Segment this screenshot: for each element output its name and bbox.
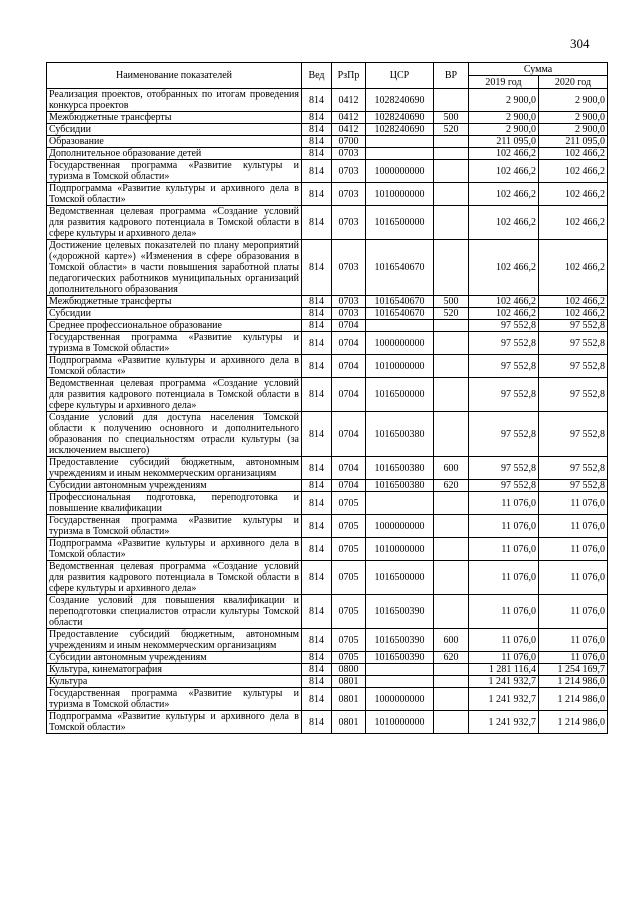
row-rzpr: 0703: [332, 160, 366, 183]
row-rzpr: 0705: [332, 515, 366, 538]
row-vr: [434, 136, 469, 148]
table-row: [47, 412, 608, 457]
row-vr: 520: [434, 124, 469, 136]
row-csr: 1010000000: [366, 538, 434, 561]
row-vr: [434, 183, 469, 206]
row-ved: 814: [302, 296, 332, 308]
row-sum-2020: 97 552,8: [539, 355, 608, 378]
row-csr: 1016540670: [366, 296, 434, 308]
row-csr: [366, 136, 434, 148]
row-name: Ведомственная целевая программа «Создание условий для развития кадрового потенциала в Томской области в сфере культуры и архивного дела»: [47, 378, 302, 412]
table-row: [47, 595, 608, 629]
row-sum-2020: 11 076,0: [539, 561, 608, 595]
row-sum-2019: 1 241 932,7: [469, 688, 539, 711]
table-row: [47, 355, 608, 378]
row-sum-2020: 2 900,0: [539, 124, 608, 136]
table-row: [47, 711, 608, 734]
row-vr: [434, 148, 469, 160]
row-sum-2019: 97 552,8: [469, 332, 539, 355]
row-name: Дополнительное образование детей: [47, 148, 302, 160]
row-ved: 814: [302, 652, 332, 664]
row-rzpr: 0704: [332, 412, 366, 457]
row-csr: [366, 676, 434, 688]
row-rzpr: 0703: [332, 308, 366, 320]
table-row: [47, 112, 608, 124]
row-name: Создание условий для повышения квалификации и переподготовки специалистов отрасли культуры Томской области: [47, 595, 302, 629]
row-rzpr: 0703: [332, 206, 366, 240]
row-ved: 814: [302, 240, 332, 296]
row-sum-2020: 1 214 986,0: [539, 688, 608, 711]
row-vr: [434, 206, 469, 240]
row-csr: 1016500390: [366, 652, 434, 664]
row-vr: [434, 664, 469, 676]
row-vr: [434, 711, 469, 734]
table-row: [47, 206, 608, 240]
row-ved: 814: [302, 457, 332, 480]
row-csr: 1028240690: [366, 124, 434, 136]
header-rzpr: РзПр: [332, 63, 366, 89]
row-name: Государственная программа «Развитие культуры и туризма в Томской области»: [47, 332, 302, 355]
row-rzpr: 0801: [332, 688, 366, 711]
row-rzpr: 0705: [332, 561, 366, 595]
row-rzpr: 0703: [332, 148, 366, 160]
table-row: [47, 492, 608, 515]
row-name: Подпрограмма «Развитие культуры и архивного дела в Томской области»: [47, 355, 302, 378]
row-vr: 620: [434, 480, 469, 492]
row-sum-2020: 97 552,8: [539, 480, 608, 492]
row-sum-2019: 102 466,2: [469, 296, 539, 308]
row-vr: [434, 492, 469, 515]
row-sum-2019: 211 095,0: [469, 136, 539, 148]
row-vr: [434, 515, 469, 538]
row-rzpr: 0705: [332, 595, 366, 629]
row-csr: [366, 492, 434, 515]
table-row: [47, 136, 608, 148]
row-sum-2019: 2 900,0: [469, 89, 539, 112]
row-csr: 1000000000: [366, 515, 434, 538]
table-row: [47, 160, 608, 183]
row-sum-2020: 102 466,2: [539, 240, 608, 296]
row-rzpr: 0801: [332, 676, 366, 688]
row-vr: [434, 332, 469, 355]
row-sum-2019: 97 552,8: [469, 378, 539, 412]
row-name: Профессиональная подготовка, переподготовка и повышение квалификации: [47, 492, 302, 515]
row-sum-2020: 211 095,0: [539, 136, 608, 148]
row-csr: 1000000000: [366, 332, 434, 355]
row-csr: 1016540670: [366, 308, 434, 320]
row-sum-2019: 102 466,2: [469, 240, 539, 296]
row-ved: 814: [302, 160, 332, 183]
row-vr: [434, 676, 469, 688]
row-sum-2020: 102 466,2: [539, 183, 608, 206]
row-csr: 1028240690: [366, 112, 434, 124]
row-name: Субсидии автономным учреждениям: [47, 652, 302, 664]
row-ved: 814: [302, 711, 332, 734]
row-csr: 1016500390: [366, 629, 434, 652]
row-ved: 814: [302, 332, 332, 355]
row-ved: 814: [302, 561, 332, 595]
table-row: [47, 688, 608, 711]
row-ved: 814: [302, 492, 332, 515]
table-row: [47, 240, 608, 296]
header-sum: Сумма: [469, 63, 608, 76]
row-ved: 814: [302, 595, 332, 629]
row-name: Реализация проектов, отобранных по итогам проведения конкурса проектов: [47, 89, 302, 112]
row-csr: 1016500380: [366, 412, 434, 457]
row-name: Межбюджетные трансферты: [47, 296, 302, 308]
row-csr: 1028240690: [366, 89, 434, 112]
row-sum-2020: 102 466,2: [539, 308, 608, 320]
row-vr: 500: [434, 112, 469, 124]
row-ved: 814: [302, 688, 332, 711]
row-vr: [434, 378, 469, 412]
row-sum-2019: 1 281 116,4: [469, 664, 539, 676]
row-name: Образование: [47, 136, 302, 148]
row-name: Подпрограмма «Развитие культуры и архивного дела в Томской области»: [47, 711, 302, 734]
table-row: [47, 296, 608, 308]
row-name: Предоставление субсидий бюджетным, автономным учреждениям и иным некоммерческим организациям: [47, 629, 302, 652]
row-vr: [434, 561, 469, 595]
row-sum-2020: 102 466,2: [539, 160, 608, 183]
row-sum-2020: 102 466,2: [539, 206, 608, 240]
row-name: Ведомственная целевая программа «Создание условий для развития кадрового потенциала в Томской области в сфере культуры и архивного дела»: [47, 561, 302, 595]
row-csr: [366, 320, 434, 332]
row-ved: 814: [302, 89, 332, 112]
row-sum-2019: 97 552,8: [469, 457, 539, 480]
row-name: Субсидии автономным учреждениям: [47, 480, 302, 492]
row-sum-2019: 102 466,2: [469, 148, 539, 160]
row-sum-2019: 2 900,0: [469, 112, 539, 124]
row-rzpr: 0801: [332, 711, 366, 734]
header-name: Наименование показателей: [47, 63, 302, 89]
row-sum-2019: 102 466,2: [469, 183, 539, 206]
row-rzpr: 0800: [332, 664, 366, 676]
table-row: [47, 561, 608, 595]
row-ved: 814: [302, 629, 332, 652]
table-row: [47, 629, 608, 652]
header-2020: 2020 год: [539, 76, 608, 89]
header-ved: Вед: [302, 63, 332, 89]
row-rzpr: 0705: [332, 538, 366, 561]
table-row: [47, 480, 608, 492]
row-csr: 1016500000: [366, 206, 434, 240]
row-vr: 600: [434, 457, 469, 480]
row-ved: 814: [302, 412, 332, 457]
row-sum-2019: 1 241 932,7: [469, 676, 539, 688]
row-sum-2020: 11 076,0: [539, 595, 608, 629]
row-name: Подпрограмма «Развитие культуры и архивного дела в Томской области»: [47, 538, 302, 561]
row-rzpr: 0704: [332, 332, 366, 355]
row-sum-2020: 1 214 986,0: [539, 676, 608, 688]
header-vr: ВР: [434, 63, 469, 89]
header-csr: ЦСР: [366, 63, 434, 89]
row-rzpr: 0704: [332, 378, 366, 412]
row-rzpr: 0704: [332, 320, 366, 332]
row-name: Предоставление субсидий бюджетным, автономным учреждениям и иным некоммерческим организациям: [47, 457, 302, 480]
row-rzpr: 0412: [332, 112, 366, 124]
row-sum-2020: 102 466,2: [539, 296, 608, 308]
row-vr: [434, 160, 469, 183]
row-name: Достижение целевых показателей по плану мероприятий («дорожной карте») «Изменения в сфере образования в Томской области» в части повышения заработной платы педагогических работников муниципальных организаций дополнительного образования: [47, 240, 302, 296]
row-ved: 814: [302, 112, 332, 124]
row-rzpr: 0700: [332, 136, 366, 148]
row-csr: 1010000000: [366, 183, 434, 206]
table-body: [47, 89, 608, 734]
row-ved: 814: [302, 664, 332, 676]
row-rzpr: 0705: [332, 652, 366, 664]
table-row: [47, 652, 608, 664]
row-sum-2019: 11 076,0: [469, 538, 539, 561]
row-csr: 1016500390: [366, 595, 434, 629]
row-name: Субсидии: [47, 308, 302, 320]
row-rzpr: 0704: [332, 457, 366, 480]
table-row: [47, 320, 608, 332]
row-csr: [366, 148, 434, 160]
row-sum-2020: 97 552,8: [539, 412, 608, 457]
row-csr: 1010000000: [366, 711, 434, 734]
row-csr: 1000000000: [366, 160, 434, 183]
row-name: Межбюджетные трансферты: [47, 112, 302, 124]
row-ved: 814: [302, 136, 332, 148]
row-ved: 814: [302, 320, 332, 332]
row-name: Культура, кинематография: [47, 664, 302, 676]
row-csr: 1010000000: [366, 355, 434, 378]
row-rzpr: 0703: [332, 183, 366, 206]
row-csr: 1016500000: [366, 561, 434, 595]
row-sum-2020: 97 552,8: [539, 378, 608, 412]
row-vr: 600: [434, 629, 469, 652]
table-row: [47, 308, 608, 320]
header-2019: 2019 год: [469, 76, 539, 89]
row-csr: [366, 664, 434, 676]
row-ved: 814: [302, 538, 332, 561]
row-sum-2020: 2 900,0: [539, 89, 608, 112]
row-sum-2020: 102 466,2: [539, 148, 608, 160]
row-sum-2020: 1 254 169,7: [539, 664, 608, 676]
row-sum-2020: 11 076,0: [539, 652, 608, 664]
table-row: [47, 148, 608, 160]
row-vr: [434, 320, 469, 332]
row-sum-2020: 97 552,8: [539, 457, 608, 480]
table-row: [47, 676, 608, 688]
row-sum-2020: 11 076,0: [539, 492, 608, 515]
row-sum-2020: 97 552,8: [539, 332, 608, 355]
row-sum-2019: 97 552,8: [469, 480, 539, 492]
row-sum-2019: 11 076,0: [469, 629, 539, 652]
row-vr: [434, 538, 469, 561]
row-name: Среднее профессиональное образование: [47, 320, 302, 332]
table-row: [47, 664, 608, 676]
row-csr: 1016500380: [366, 480, 434, 492]
row-rzpr: 0412: [332, 89, 366, 112]
row-vr: [434, 412, 469, 457]
row-name: Государственная программа «Развитие культуры и туризма в Томской области»: [47, 160, 302, 183]
row-sum-2019: 102 466,2: [469, 206, 539, 240]
row-sum-2019: 11 076,0: [469, 515, 539, 538]
row-sum-2020: 11 076,0: [539, 515, 608, 538]
row-ved: 814: [302, 378, 332, 412]
table-row: [47, 332, 608, 355]
budget-table: [46, 62, 608, 734]
row-rzpr: 0704: [332, 355, 366, 378]
row-vr: [434, 355, 469, 378]
row-vr: 620: [434, 652, 469, 664]
row-sum-2019: 97 552,8: [469, 320, 539, 332]
row-name: Государственная программа «Развитие культуры и туризма в Томской области»: [47, 515, 302, 538]
page-number: 304: [570, 36, 590, 51]
table-row: [47, 378, 608, 412]
row-csr: 1016500380: [366, 457, 434, 480]
row-sum-2020: 11 076,0: [539, 629, 608, 652]
row-sum-2019: 97 552,8: [469, 412, 539, 457]
row-sum-2020: 1 214 986,0: [539, 711, 608, 734]
row-sum-2019: 11 076,0: [469, 492, 539, 515]
row-name: Государственная программа «Развитие культуры и туризма в Томской области»: [47, 688, 302, 711]
row-ved: 814: [302, 124, 332, 136]
row-vr: [434, 89, 469, 112]
row-name: Субсидии: [47, 124, 302, 136]
row-vr: 500: [434, 296, 469, 308]
row-sum-2019: 102 466,2: [469, 308, 539, 320]
table-row: [47, 183, 608, 206]
row-sum-2019: 11 076,0: [469, 652, 539, 664]
row-vr: [434, 595, 469, 629]
row-rzpr: 0703: [332, 240, 366, 296]
row-vr: 520: [434, 308, 469, 320]
row-rzpr: 0704: [332, 480, 366, 492]
row-csr: 1016500000: [366, 378, 434, 412]
row-rzpr: 0412: [332, 124, 366, 136]
row-name: Ведомственная целевая программа «Создание условий для развития кадрового потенциала в Томской области в сфере культуры и архивного дела»: [47, 206, 302, 240]
row-ved: 814: [302, 148, 332, 160]
row-sum-2020: 97 552,8: [539, 320, 608, 332]
row-csr: 1016540670: [366, 240, 434, 296]
row-name: Подпрограмма «Развитие культуры и архивного дела в Томской области»: [47, 183, 302, 206]
table-row: [47, 124, 608, 136]
table-row: [47, 457, 608, 480]
row-vr: [434, 240, 469, 296]
row-sum-2019: 11 076,0: [469, 595, 539, 629]
row-ved: 814: [302, 183, 332, 206]
row-name: Культура: [47, 676, 302, 688]
row-csr: 1000000000: [366, 688, 434, 711]
table-row: [47, 515, 608, 538]
row-sum-2019: 97 552,8: [469, 355, 539, 378]
row-rzpr: 0703: [332, 296, 366, 308]
row-sum-2019: 11 076,0: [469, 561, 539, 595]
row-sum-2019: 1 241 932,7: [469, 711, 539, 734]
row-name: Создание условий для доступа населения Томской области к получению основного и дополнительного образования по специальностям отрасли культуры (за исключением высшего): [47, 412, 302, 457]
row-sum-2019: 102 466,2: [469, 160, 539, 183]
row-ved: 814: [302, 515, 332, 538]
row-ved: 814: [302, 480, 332, 492]
row-ved: 814: [302, 676, 332, 688]
row-rzpr: 0705: [332, 492, 366, 515]
row-ved: 814: [302, 308, 332, 320]
row-ved: 814: [302, 206, 332, 240]
row-sum-2020: 2 900,0: [539, 112, 608, 124]
table-row: [47, 538, 608, 561]
row-ved: 814: [302, 355, 332, 378]
row-vr: [434, 688, 469, 711]
row-rzpr: 0705: [332, 629, 366, 652]
row-sum-2020: 11 076,0: [539, 538, 608, 561]
row-sum-2019: 2 900,0: [469, 124, 539, 136]
table-row: [47, 89, 608, 112]
